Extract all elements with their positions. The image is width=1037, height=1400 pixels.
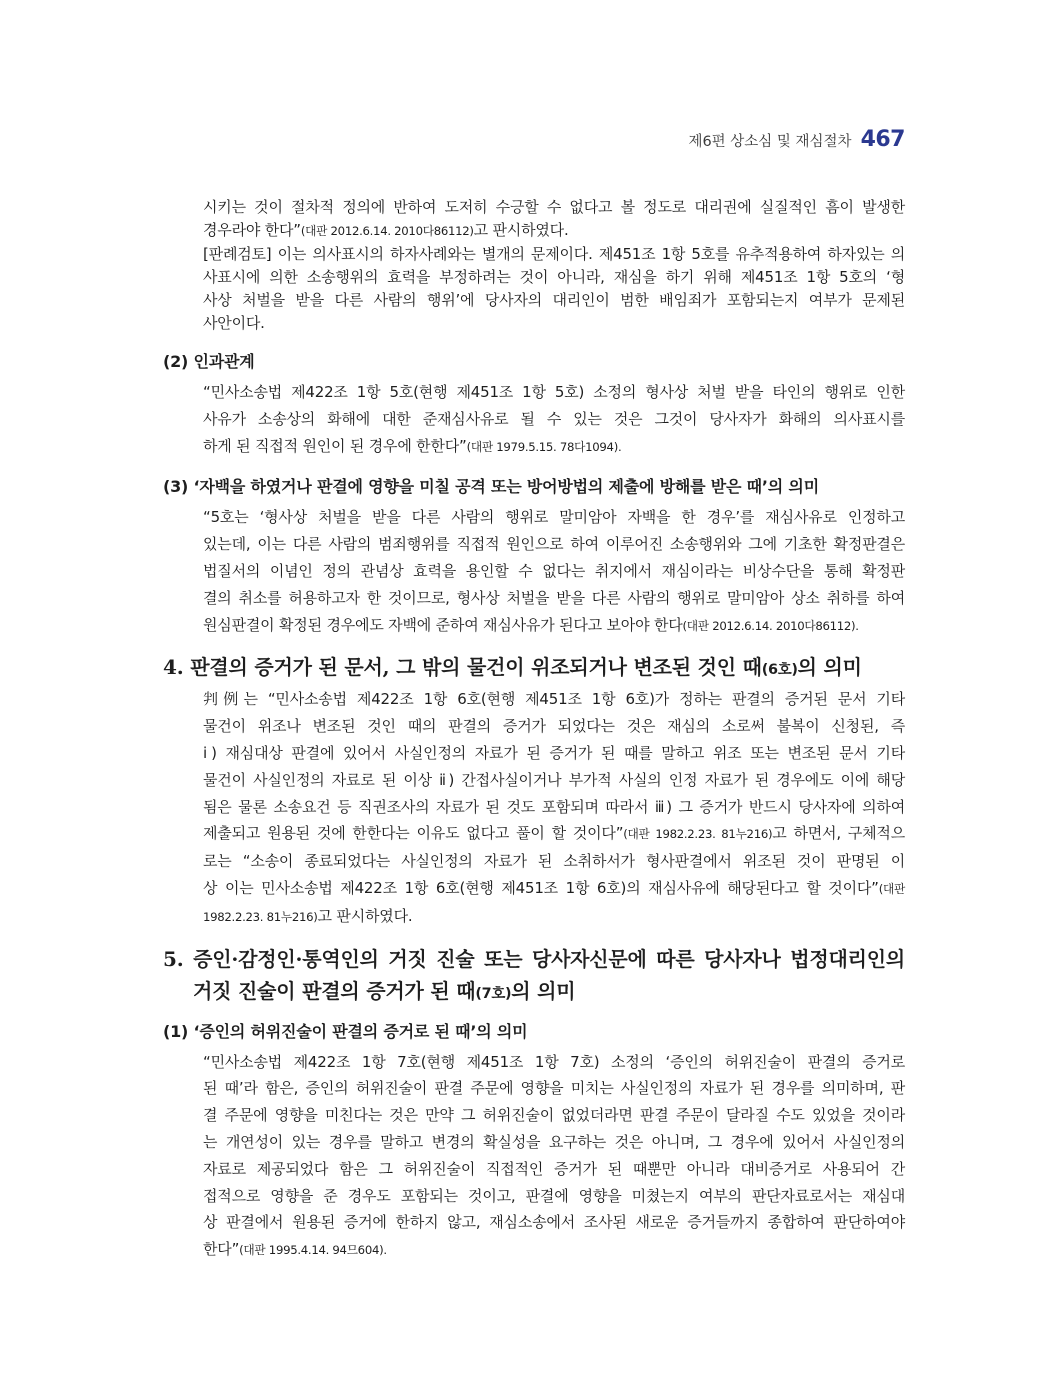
line-text: 사안이다. [203, 314, 265, 332]
paragraph [163, 379, 905, 460]
text-line [203, 820, 905, 848]
text-line [203, 848, 905, 875]
running-header [688, 127, 905, 152]
line-text: 사상 처벌을 받을 다른 사람의 행위’에 당사자의 대리인이 범한 배임죄가 포함되는지 여부가 문제된 [203, 291, 905, 309]
line-text: 결 주문에 영향을 미친다는 것은 만약 그 허위진술이 없었더라면 판결 주문이 달라질 수도 있었을 것이라 [203, 1106, 905, 1125]
section-heading [163, 651, 905, 686]
line-text: 됨은 물론 소송요건 등 직권조사의 자료가 된 것도 포함되며 따라서 ⅲ) 그 증거가 반드시 당사자에 의하여 [203, 797, 905, 816]
line-text: 고 하면서, 구체적으 [772, 824, 905, 843]
text-line [203, 794, 905, 821]
part-title: 제6편 상소심 및 재심절차 [688, 134, 852, 150]
text-line [203, 740, 905, 767]
line-text: (3) ‘자백을 하였거나 판결에 영향을 미칠 공격 또는 방어방법의 제출에 방해를 받은 때’의 의미 [163, 477, 819, 497]
text-line [203, 531, 905, 558]
line-text: ⅰ) 재심대상 판결에 있어서 사실인정의 자료가 된 증거가 된 때를 말하고 위조 또는 변조된 문서 기타 [203, 743, 905, 762]
line-text: 있는데, 이는 다른 사람의 범죄행위를 직접적 원인으로 하여 이루어진 소송행위와 그에 기초한 확정판결은 [203, 535, 905, 554]
text-line [203, 504, 905, 531]
line-text: 자료로 제공되었다 함은 그 허위진술이 직접적인 증거가 된 때뿐만 아니라 대비증거로 사용되어 간 [203, 1159, 905, 1178]
text-line [203, 312, 905, 335]
case-citation: (대판 1979.5.15. 78다1094). [466, 439, 622, 454]
text-line [203, 1183, 905, 1210]
line-text: 고 판시하였다. [473, 221, 569, 239]
line-text: (2) 인과관계 [163, 352, 255, 371]
text-line [203, 1236, 905, 1264]
case-citation: (대판 1995.4.14. 94므604). [239, 1243, 387, 1258]
line-text: 사표시에 의한 소송행위의 효력을 부정하려는 것이 아니라, 재심을 하기 위해 제451조 1항 5호의 ‘형 [203, 268, 905, 286]
line-text: 경우라야 한다” [203, 221, 301, 239]
case-citation: (대판 [878, 881, 905, 896]
paragraph [163, 504, 905, 639]
line-text: “민사소송법 제422조 1항 7호(현행 제451조 1항 7호) 소정의 ‘증인의 허위진술이 판결의 증거로 [203, 1052, 905, 1071]
line-text: “5호는 ‘형사상 처벌을 받을 다른 사람의 행위로 말미암아 자백을 한 경우’를 재심사유로 인정하고 [203, 508, 905, 527]
line-text: 제출되고 원용된 것에 한한다는 이유도 없다고 풀이 할 것이다” [203, 824, 624, 843]
text-line [203, 406, 905, 433]
line-text: 법질서의 이념인 정의 관념상 효력을 용인할 수 없다는 취지에서 재심이라는 비상수단을 통해 확정판 [203, 561, 905, 580]
case-citation: (대판 1982.2.23. 81누216) [623, 827, 773, 842]
line-text: (1) ‘증인의 허위진술이 판결의 증거로 된 때’의 의미 [163, 1021, 528, 1041]
clause-number: (6호) [761, 662, 798, 679]
line-text: 고 판시하였다. [317, 906, 413, 925]
heading-line [163, 350, 905, 374]
line-text: 거짓 진술이 판결의 증거가 된 때 [193, 978, 476, 1003]
case-citation: (대판 2012.6.14. 2010다86112) [300, 224, 474, 238]
line-text: 사유가 소송상의 화해에 대한 준재심사유로 될 수 있는 것은 그것이 당사자가 화해의 의사표시를 [203, 409, 905, 428]
text-line [203, 1075, 905, 1102]
text-line [203, 585, 905, 612]
line-text: 물건이 사실인정의 자료로 된 이상 ⅱ) 간접사실이거나 부가적 사실의 인정 자료가 된 경우에도 이에 해당 [203, 770, 905, 789]
text-line [203, 713, 905, 740]
line-text: 5. 증인·감정인·통역인의 거짓 진술 또는 당사자신문에 따른 당사자나 법정대리인의 [163, 946, 905, 971]
case-citation: 1982.2.23. 81누216) [203, 909, 318, 924]
text-line [203, 875, 905, 903]
text-line [203, 1102, 905, 1129]
paragraph [163, 1049, 905, 1264]
text-line [203, 379, 905, 406]
case-citation: (대판 2012.6.14. 2010다86112). [682, 618, 859, 633]
heading-line [163, 651, 905, 686]
text-line [203, 196, 905, 219]
line-text: 判例는 “민사소송법 제422조 1항 6호(현행 제451조 1항 6호)가 정하는 판결의 증거된 문서 기타 [203, 690, 905, 709]
line-text: 원심판결이 확정된 경우에도 자백에 준하여 재심사유가 된다고 보아야 한다 [203, 615, 683, 634]
text-line [203, 903, 905, 931]
text-line [203, 266, 905, 289]
line-text: 상 이는 민사소송법 제422조 1항 6호(현행 제451조 1항 6호)의 재심사유에 해당된다고 할 것이다” [203, 878, 879, 897]
section-heading [163, 943, 905, 1010]
text-line [203, 289, 905, 312]
text-line [203, 686, 905, 713]
line-text: 접적으로 영향을 준 경우도 포함되는 것이고, 판결에 영향을 미쳤는지 여부의 판단자료로서는 재심대 [203, 1186, 905, 1205]
page-number: 467 [860, 127, 905, 152]
subsection-heading [163, 1020, 905, 1044]
text-line [203, 1156, 905, 1183]
text-line [203, 767, 905, 794]
line-text: “민사소송법 제422조 1항 5호(현행 제451조 1항 5호) 소정의 형사상 처벌 받을 타인의 행위로 인한 [203, 383, 905, 401]
text-line [203, 219, 905, 243]
line-text: 로는 “소송이 종료되었다는 사실인정의 자료가 된 소취하서가 형사판결에서 위조된 것이 판명된 이 [203, 852, 905, 871]
line-text: 결의 취소를 허용하고자 한 것이므로, 형사상 처벌을 받을 다른 사람의 행위로 말미암아 상소 취하를 하여 [203, 588, 905, 607]
heading-line [163, 475, 905, 499]
subsection-heading [163, 350, 905, 374]
paragraph [163, 686, 905, 930]
line-text: [판례검토] 이는 의사표시의 하자사례와는 별개의 문제이다. 제451조 1항 5호를 유추적용하여 하자있는 의 [203, 245, 905, 263]
clause-number: (7호) [475, 985, 512, 1002]
text-line [203, 1049, 905, 1076]
line-text: 4. 판결의 증거가 된 문서, 그 밖의 물건이 위조되거나 변조된 것인 때 [163, 655, 762, 680]
paragraph [163, 243, 905, 335]
text-line [203, 1129, 905, 1156]
heading-line [163, 943, 905, 975]
line-text: 의 의미 [797, 655, 862, 680]
heading-line [163, 975, 905, 1010]
line-text: 한다” [203, 1240, 240, 1259]
text-line [203, 558, 905, 585]
line-text: 시키는 것이 절차적 정의에 반하여 도저히 수긍할 수 없다고 볼 정도로 대리권에 실질적인 흠이 발생한 [203, 198, 905, 216]
subsection-heading [163, 475, 905, 499]
line-text: 는 개연성이 있는 경우를 말하고 변경의 확실성을 요구하는 것은 아니며, 그 경우에 있어서 사실인정의 [203, 1132, 905, 1151]
text-line [203, 243, 905, 266]
text-line [203, 612, 905, 640]
page-body [163, 196, 905, 1264]
line-text: 하게 된 직접적 원인이 된 경우에 한한다” [203, 436, 467, 455]
line-text: 상 판결에서 원용된 증거에 한하지 않고, 재심소송에서 조사된 새로운 증거들까지 종합하여 판단하여야 [203, 1213, 905, 1232]
heading-line [163, 1020, 905, 1044]
line-text: 된 때’라 함은, 증인의 허위진술이 판결 주문에 영향을 미치는 사실인정의 자료가 된 경우를 의미하며, 판 [203, 1079, 905, 1098]
line-text: 의 의미 [511, 978, 576, 1003]
text-line [203, 1209, 905, 1236]
line-text: 물건이 위조나 변조된 것인 때의 판결의 증거가 되었다는 것은 재심의 소로써 불복이 신청된, 즉 [203, 717, 905, 736]
text-line [203, 433, 905, 461]
paragraph [163, 196, 905, 243]
